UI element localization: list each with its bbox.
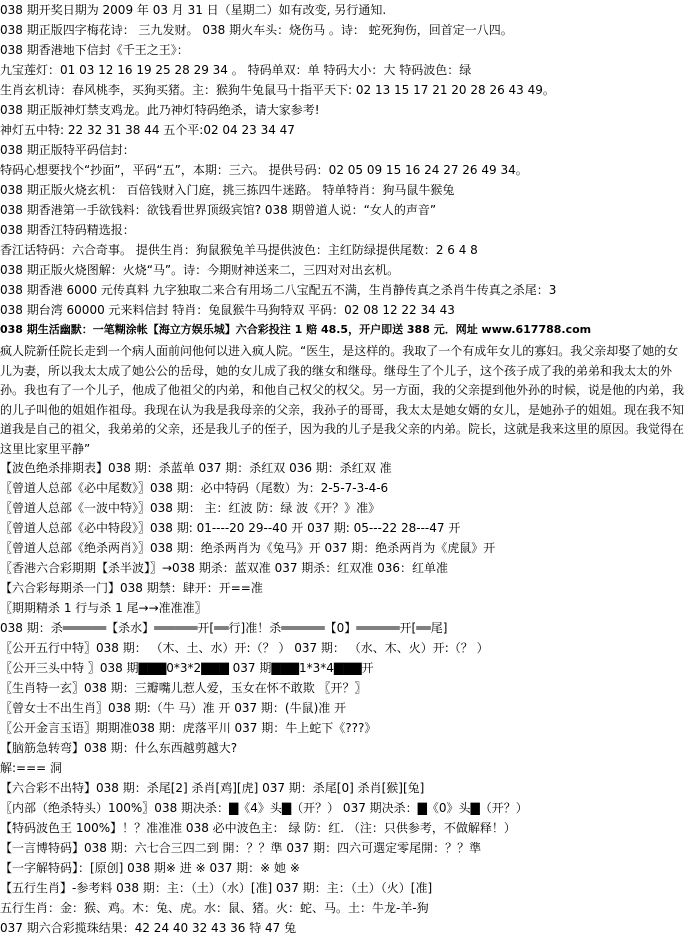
text-line: 038 期正版特平码信封： bbox=[0, 143, 135, 157]
ad-banner bbox=[0, 320, 688, 340]
text-line: 038 期正版火烧玄机： 百倍钱财入门庭，挑三拣四牛迷路。 特单特肖：狗马鼠牛猴兔 bbox=[0, 183, 455, 197]
text-line: 038 期正版神灯禁支鸡龙。此乃神灯特码绝杀，请大家参考! bbox=[0, 103, 320, 117]
text-line: 解:=== 洞 bbox=[0, 761, 63, 775]
text-line: 【五行生肖】-参考料 038 期：主：（土）（水）[准] 037 期：主：（土）（火）[准] bbox=[0, 881, 433, 895]
text-line: 038 期正版火烧图解：火烧“马”。诗：今期财神送来二，三四对对出玄机。 bbox=[0, 263, 400, 277]
text-line: 【特码波色王 100%】！？准准准 038 必中波色主： 绿 防：红. （注：只供参考，不做解释！） bbox=[0, 821, 516, 835]
text-line: 038 期开奖日期为 2009 年 03 月 31 日（星期二）如有改变, 另行通知. bbox=[0, 3, 387, 17]
text-line: 038 期香港 6000 元传真料 九字独取二来合有用场二八宝配五不满，生肖静传真之杀肖牛传真之杀尾：3 bbox=[0, 283, 557, 297]
text-line: 〖曾道人总部《一波中特》〗038 期： 主：红波 防：绿 波《开？》准》 bbox=[0, 501, 381, 515]
banner-middle: 海立方娱乐城】六合彩投注 1 赔 48.5，开户即送 388 元．网址 bbox=[158, 323, 482, 336]
text-line: 神灯五中特: 22 32 31 38 44 五个平:02 04 23 34 47 bbox=[0, 123, 295, 137]
text-line: 〖生肖特一玄〗038 期：三瓣嘴儿惹人爱，玉女在怀不敢欺 〖开？〗 bbox=[0, 681, 367, 695]
text-line: 〖内部（绝杀特头）100%〗038 期决杀：▇《4》头▇（开？） 037 期决杀：▇《0》头▇（开？） bbox=[0, 801, 528, 815]
text-line: 生肖玄机诗：春风桃李，买狗买猪。主：猴狗牛兔鼠马十指平天下: 02 13 15 17 21 20 28 26 43 49。 bbox=[0, 83, 555, 97]
banner-prefix: 038 期生活幽默：一笔糊涂帐【 bbox=[0, 323, 159, 336]
text-line: 038 期正版四字梅花诗： 三九发财。 038 期火车头：烧伤马 。诗： 蛇死狗伤，回首定一八四。 bbox=[0, 23, 513, 37]
text-line: 〖公开五行中特〗038 期： （木、土、水）开:（？ ） 037 期： （水、木、火）开:（？ ） bbox=[0, 641, 489, 655]
text-line: 〖公开三头中特 〗038 期▇▇▇0*3*2▇▇▇ 037 期▇▇▇1*3*4▇▇▇开 bbox=[0, 661, 374, 675]
text-line: 〖曾道人总部《必中尾数》〗038 期：必中特码（尾数）为：2-5-7-3-4-6 bbox=[0, 481, 389, 495]
text-line: 香江话特码：六合奇事。 提供生肖：狗鼠猴兔羊马提供波色：主红防绿提供尾数：2 6 4 8 bbox=[0, 243, 478, 257]
text-line: 038 期香港地下信封《千王之王》： bbox=[0, 43, 189, 57]
text-line: 〖期期精杀 1 行与杀 1 尾→→准准准〗 bbox=[0, 601, 207, 615]
text-line: 038 期台湾 60000 元来料信封 特肖：兔鼠猴牛马狗特双 平码：02 08 12 22 34 43 bbox=[0, 303, 455, 317]
text-line: 〖曾女士不出生肖〗038 期:（牛 马）准 开 037 期：(牛鼠)准 开 bbox=[0, 701, 347, 715]
text-line: 【脑筋急转弯】038 期：什么东西越剪越大? bbox=[0, 741, 238, 755]
banner-url[interactable]: www.617788.com bbox=[481, 323, 592, 336]
text-line: 〖香港六合彩期期【杀半波】〗→038 期杀：蓝双准 037 期杀：红双准 036：红单准 bbox=[0, 561, 449, 575]
text-line: 〖曾道人总部《绝杀两肖》〗038 期：绝杀两肖为《兔马》开 037 期：绝杀两肖为《虎鼠》开 bbox=[0, 541, 496, 555]
text-line: 【六合彩每期杀一门】038 期禁：肆开：开==准 bbox=[0, 581, 263, 595]
text-line: 037 期六合彩揽珠结果：42 24 40 32 43 36 特 47 兔 bbox=[0, 921, 297, 935]
text-line: 〖公开金言玉语〗期期准038 期：虎落平川 037 期：牛上蛇下《???》 bbox=[0, 721, 377, 735]
text-line: 038 期香港第一手欲钱料：欲钱看世界顶级宾馆? 038 期曾道人说：“女人的声音” bbox=[0, 203, 437, 217]
text-line: 【波色绝杀排期表】038 期：杀蓝单 037 期：杀红双 036 期：杀红双 准 bbox=[0, 461, 392, 475]
text-line: 【一言博特码】038 期：六七合三四二到 開：？？準 037 期：四六可選定零尾開：？？準 bbox=[0, 841, 482, 855]
joke-story: 疯人院新任院长走到一个病人面前问他何以进入疯人院。“医生，是这样的。我取了一个有成年女儿的寡妇。我父亲却娶了她的女儿为妻，所以我太太成了她公公的岳母，她的女儿成了我的继女和继母。继母生了个儿子，这个孩子成了我的弟弟和我太太的外孙。我也有了一个儿子，他成了他祖父的内弟，和他自己权父的权父。另一方面，我的父亲提到他外孙的时候，说是他的内弟，我的儿子叫他的姐姐作祖母。我现在认为我是我母亲的父亲，我孙子的哥哥，我太太是她女婿的女儿，是她孙子的姐姐。现在我不知道我是自己的祖父，我弟弟的父亲，还是我儿子的侄子，因为我的儿子是我父亲的内弟。院长，这就是我来这里的原因。我觉得在这里比家里平静” bbox=[0, 344, 685, 456]
text-line: 九宝莲灯：01 03 12 16 19 25 28 29 34 。 特码单双：单 特码大小：大 特码波色：绿 bbox=[0, 63, 472, 77]
text-line: 【六合彩不出特】038 期：杀尾[2] 杀肖[鸡][虎] 037 期：杀尾[0] 杀肖[猴][兔] bbox=[0, 781, 425, 795]
text-line: 038 期：杀══════【杀水】══════开[══行]准！杀══════【0】══════开[══尾] bbox=[0, 621, 448, 635]
text-line: 五行生肖：金：猴、鸡。木：兔、虎。水：鼠、猪。火：蛇、马。土：牛龙-羊-狗 bbox=[0, 901, 429, 915]
text-line: 038 期香江特码精选报： bbox=[0, 223, 135, 237]
text-line: 【一字解特码】：[原创] 038 期※ 进 ※ 037 期：※ 她 ※ bbox=[0, 861, 300, 875]
text-line: 〖曾道人总部《必中特段》〗038 期: 01----20 29--40 开 037 期: 05---22 28---47 开 bbox=[0, 521, 461, 535]
text-line: 特码心想要找个“抄面”，平码“五”，本期：三六。 提供号码：02 05 09 15 16 24 27 26 49 34。 bbox=[0, 163, 528, 177]
